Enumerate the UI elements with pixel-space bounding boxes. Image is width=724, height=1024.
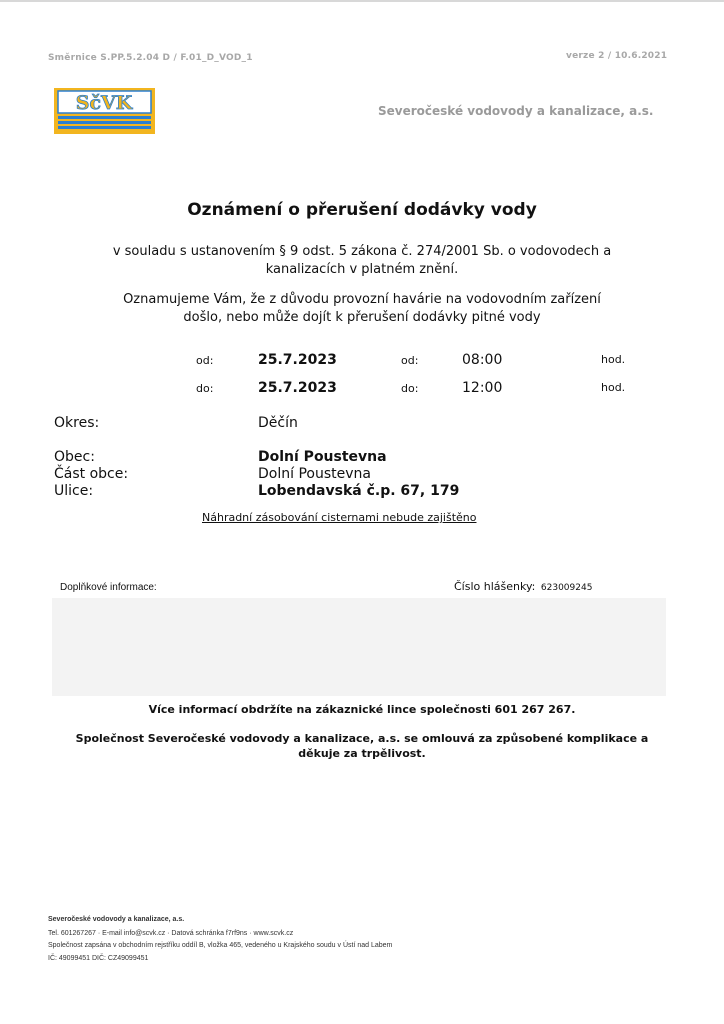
to-time-label: do: [401, 382, 419, 395]
from-hod-label: hod. [601, 353, 626, 366]
hotline-line: Více informací obdržíte na zákaznické lince společnosti 601 267 267. [148, 703, 576, 716]
legal-line-1: v souladu s ustanovením § 9 odst. 5 zákona č. 274/2001 Sb. o vodovodech a [112, 244, 612, 259]
legal-line-2: kanalizacích v platném znění. [265, 262, 459, 277]
ulice-label: Ulice: [54, 483, 94, 499]
report-number-value: 623009245 [540, 583, 593, 593]
footer-registry-line: Společnost zapsána v obchodním rejstříku oddíl B, vložka 465, vedeného u Krajského soudu v Ústí nad Labem [48, 942, 393, 949]
to-date: 25.7.2023 [258, 380, 337, 396]
apology-line-2: děkuje za trpělivost. [298, 747, 426, 760]
okres-value: Děčín [258, 415, 298, 431]
report-number-label: Číslo hlášenky: [454, 580, 536, 593]
legal-text [60, 243, 664, 279]
directive-code: Směrnice S.PP.5.2.04 D / F.01_D_VOD_1 [48, 53, 253, 63]
footer-company: Severočeské vodovody a kanalizace, a.s. [48, 916, 185, 923]
to-label: do: [196, 382, 214, 395]
from-date: 25.7.2023 [258, 352, 337, 368]
to-time: 12:00 [462, 380, 503, 396]
additional-info-box [52, 598, 666, 696]
from-time-label: od: [401, 354, 419, 367]
okres-label: Okres: [54, 415, 100, 431]
scvk-logo-graphic [54, 88, 155, 134]
announce-text [60, 291, 664, 327]
version-label: verze 2 / 10.6.2021 [566, 51, 668, 61]
apology-text [30, 731, 694, 761]
company-header: Severočeské vodovody a kanalizace, a.s. [378, 104, 654, 118]
ulice-value: Lobendavská č.p. 67, 179 [258, 483, 460, 499]
svg-text:SčVK: SčVK [75, 92, 133, 114]
from-label: od: [196, 354, 214, 367]
cast-obce-value: Dolní Poustevna [258, 466, 371, 482]
page-edge [0, 0, 724, 2]
apology-line-1: Společnost Severočeské vodovody a kanalizace, a.s. se omlouvá za způsobené komplikace a [75, 732, 649, 745]
announce-line-1: Oznamujeme Vám, že z důvodu provozní havárie na vodovodním zařízení [123, 292, 601, 307]
from-time: 08:00 [462, 352, 503, 368]
to-hod-label: hod. [601, 381, 626, 394]
cast-obce-label: Část obce: [54, 466, 129, 482]
substitute-supply-notice: Náhradní zásobování cisternami nebude zajištěno [202, 511, 477, 524]
obec-value: Dolní Poustevna [258, 449, 387, 465]
notice-title: Oznámení o přerušení dodávky vody [187, 200, 537, 220]
obec-label: Obec: [54, 449, 95, 465]
scvk-logo [54, 88, 155, 134]
report-number-line [454, 580, 592, 593]
additional-info-label: Doplňkové informace: [60, 582, 157, 593]
footer-ids-line: IČ: 49099451 DIČ: CZ49099451 [48, 955, 149, 962]
announce-line-2: došlo, nebo může dojít k přerušení dodávky pitné vody [183, 310, 541, 325]
footer-contact-line: Tel. 601267267 · E-mail info@scvk.cz · Datová schránka f7rf9ns · www.scvk.cz [48, 930, 294, 937]
